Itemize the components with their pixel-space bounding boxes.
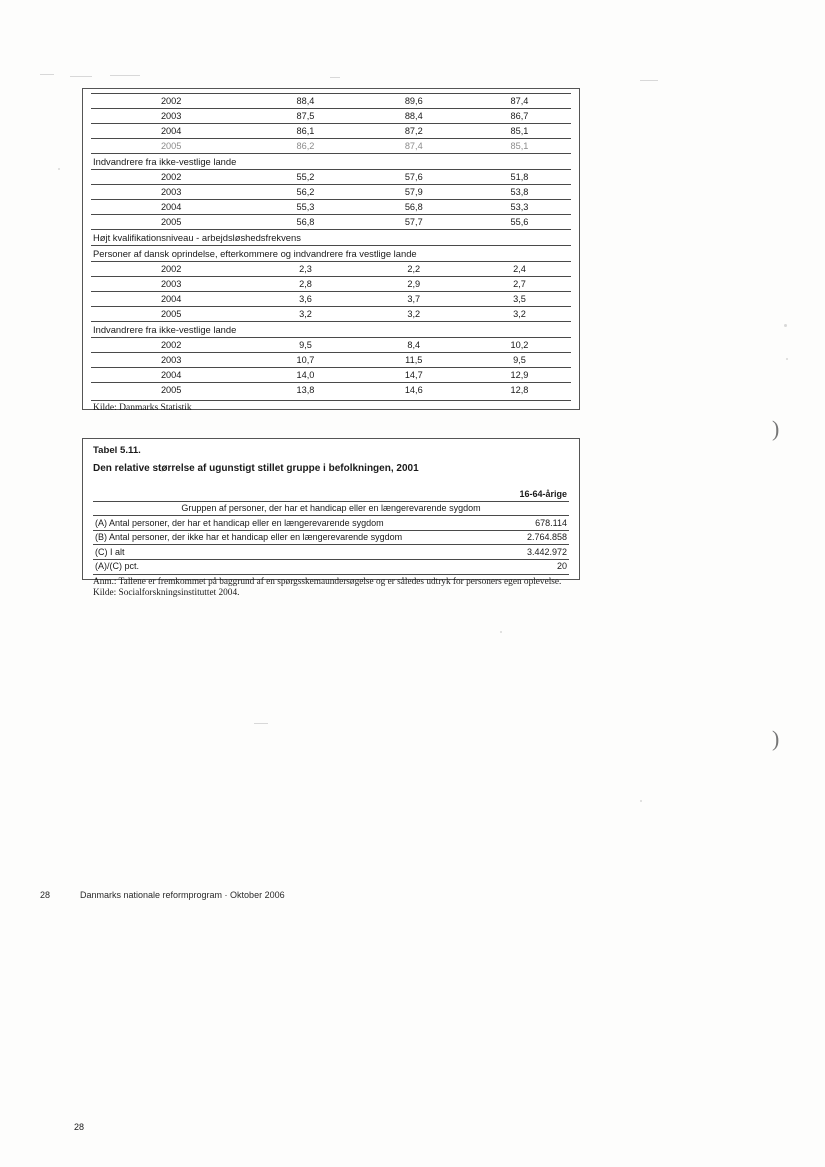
- table-row: [91, 353, 571, 368]
- cell-year: 2004: [91, 124, 251, 139]
- scan-speck: [330, 77, 340, 78]
- table-section-header: [91, 322, 571, 338]
- cell-men: 8,4: [360, 338, 468, 353]
- cell-men: 57,6: [360, 170, 468, 185]
- scan-speck: [70, 76, 92, 77]
- cell-men: 11,5: [360, 353, 468, 368]
- table-row: [91, 368, 571, 383]
- cell-total: 2,8: [251, 277, 359, 292]
- table-row: [93, 545, 569, 560]
- cell-women: 85,1: [468, 139, 571, 154]
- cell-men: 88,4: [360, 109, 468, 124]
- scan-speck: [254, 723, 268, 724]
- cell-men: 14,7: [360, 368, 468, 383]
- cell-men: 56,8: [360, 200, 468, 215]
- cell-total: 55,3: [251, 200, 359, 215]
- disability-table: [93, 487, 569, 573]
- row-value: 20: [475, 559, 569, 573]
- cell-year: 2002: [91, 262, 251, 277]
- cell-women: 12,9: [468, 368, 571, 383]
- section-label: Indvandrere fra ikke-vestlige lande: [91, 154, 571, 170]
- section-label: Personer af dansk oprindelse, efterkommere og indvandrere fra vestlige lande: [91, 246, 571, 262]
- cell-year: 2003: [91, 353, 251, 368]
- table-row: [91, 94, 571, 109]
- scan-speck: [58, 168, 60, 170]
- table-row: [91, 277, 571, 292]
- cell-year: 2002: [91, 338, 251, 353]
- table-row: [93, 530, 569, 545]
- cell-total: 9,5: [251, 338, 359, 353]
- table-row: [93, 559, 569, 573]
- column-header-age: 16-64-årige: [519, 488, 567, 499]
- sheet-page-number: 28: [74, 1122, 85, 1132]
- cell-men: 57,9: [360, 185, 468, 200]
- cell-women: 87,4: [468, 94, 571, 109]
- cell-year: 2005: [91, 307, 251, 322]
- table-row: [91, 139, 571, 154]
- cell-women: 53,3: [468, 200, 571, 215]
- cell-total: 86,1: [251, 124, 359, 139]
- scan-mark: ): [772, 416, 780, 441]
- spacer-cell: [93, 487, 475, 501]
- table-row: [91, 307, 571, 322]
- section-label: Indvandrere fra ikke-vestlige lande: [91, 322, 571, 338]
- scan-speck: [40, 74, 54, 75]
- table-note: Anm.: Tallene er fremkommet på baggrund af en spørgsskemaundersøgelse og er således udtryk for personers egen oplevelse.: [93, 574, 569, 588]
- cell-year: 2003: [91, 277, 251, 292]
- cell-men: 2,9: [360, 277, 468, 292]
- cell-women: 10,2: [468, 338, 571, 353]
- cell-women: 51,8: [468, 170, 571, 185]
- cell-women: 55,6: [468, 215, 571, 230]
- section-label: Højt kvalifikationsniveau - arbejdsløshedsfrekvens: [91, 230, 571, 246]
- cell-total: 3,2: [251, 307, 359, 322]
- table-row: [91, 262, 571, 277]
- cell-women: 86,7: [468, 109, 571, 124]
- row-value: 2.764.858: [475, 530, 569, 545]
- table-row: [91, 109, 571, 124]
- cell-total: 87,5: [251, 109, 359, 124]
- cell-total: 2,3: [251, 262, 359, 277]
- table-row: [91, 124, 571, 139]
- scan-speck: [640, 80, 658, 81]
- cell-men: 14,6: [360, 383, 468, 398]
- table-row: [93, 516, 569, 531]
- cell-year: 2005: [91, 215, 251, 230]
- cell-year: 2005: [91, 383, 251, 398]
- table-section-header: [91, 154, 571, 170]
- row-label: (B) Antal personer, der ikke har et handicap eller en længerevarende sygdom: [93, 530, 475, 545]
- row-value: 3.442.972: [475, 545, 569, 560]
- cell-year: 2005: [91, 139, 251, 154]
- cell-men: 3,2: [360, 307, 468, 322]
- cell-women: 2,7: [468, 277, 571, 292]
- cell-men: 3,7: [360, 292, 468, 307]
- row-label: (A) Antal personer, der har et handicap eller en længerevarende sygdom: [93, 516, 475, 531]
- scan-speck: [640, 800, 642, 802]
- cell-year: 2003: [91, 185, 251, 200]
- footer-page-number: 28: [40, 890, 51, 900]
- table-row: [91, 200, 571, 215]
- cell-men: 2,2: [360, 262, 468, 277]
- table-number: Tabel 5.11.: [93, 445, 141, 456]
- table-section-header: [91, 246, 571, 262]
- cell-women: 2,4: [468, 262, 571, 277]
- cell-total: 86,2: [251, 139, 359, 154]
- table-row: [91, 338, 571, 353]
- cell-men: 57,7: [360, 215, 468, 230]
- cell-women: 3,2: [468, 307, 571, 322]
- row-label: (A)/(C) pct.: [93, 559, 475, 573]
- cell-women: 9,5: [468, 353, 571, 368]
- cell-total: 55,2: [251, 170, 359, 185]
- row-value: 678.114: [475, 516, 569, 531]
- cell-total: 88,4: [251, 94, 359, 109]
- cell-total: 13,8: [251, 383, 359, 398]
- cell-year: 2004: [91, 292, 251, 307]
- table-source: Kilde: Socialforskningsinstituttet 2004.: [93, 588, 240, 599]
- table-row: [91, 170, 571, 185]
- page-footer: [40, 890, 285, 900]
- table-header-row: [93, 487, 569, 501]
- table-511-container: [82, 438, 580, 599]
- scan-speck: [786, 358, 788, 360]
- scan-speck: [500, 631, 502, 633]
- cell-year: 2002: [91, 170, 251, 185]
- scan-speck: [784, 324, 787, 327]
- cell-total: 56,2: [251, 185, 359, 200]
- cell-women: 85,1: [468, 124, 571, 139]
- footer-document-title: Danmarks nationale reformprogram · Oktober 2006: [80, 890, 285, 900]
- table-row: [91, 383, 571, 398]
- table-continued-container: [82, 88, 580, 413]
- cell-men: 87,4: [360, 139, 468, 154]
- cell-total: 3,6: [251, 292, 359, 307]
- table-row: [91, 292, 571, 307]
- cell-total: 56,8: [251, 215, 359, 230]
- cell-year: 2004: [91, 200, 251, 215]
- table-section-header: [91, 230, 571, 246]
- cell-men: 89,6: [360, 94, 468, 109]
- cell-women: 12,8: [468, 383, 571, 398]
- table-group-header: [93, 501, 569, 516]
- cell-year: 2002: [91, 94, 251, 109]
- table-source: Kilde: Danmarks Statistik: [91, 400, 571, 413]
- scan-mark: ): [772, 726, 780, 751]
- scan-speck: [110, 75, 140, 76]
- group-header-label: Gruppen af personer, der har et handicap eller en længerevarende sygdom: [93, 501, 569, 516]
- row-label: (C) I alt: [93, 545, 475, 560]
- table-row: [91, 215, 571, 230]
- table-title: Den relative størrelse af ugunstigt stillet gruppe i befolkningen, 2001: [93, 463, 419, 474]
- cell-women: 53,8: [468, 185, 571, 200]
- cell-year: 2003: [91, 109, 251, 124]
- cell-women: 3,5: [468, 292, 571, 307]
- cell-year: 2004: [91, 368, 251, 383]
- employment-table: [91, 93, 571, 397]
- cell-total: 14,0: [251, 368, 359, 383]
- cell-total: 10,7: [251, 353, 359, 368]
- table-row: [91, 185, 571, 200]
- cell-men: 87,2: [360, 124, 468, 139]
